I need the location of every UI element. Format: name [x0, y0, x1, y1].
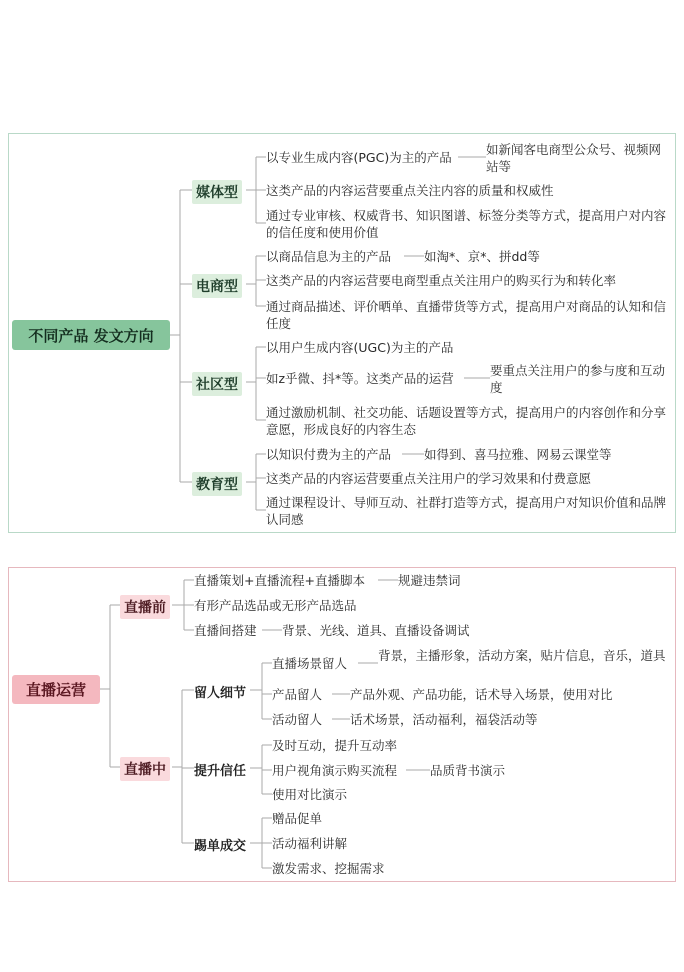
- community-type-node: 社区型: [192, 372, 242, 396]
- during-live-node: 直播中: [120, 757, 170, 781]
- retain-scene-details-item: 背景，主播形象，活动方案，贴片信息，音乐，道具: [378, 648, 666, 663]
- media-focus-item: 这类产品的内容运营要重点关注内容的质量和权威性: [266, 183, 554, 198]
- before-banned-words-item: 规避违禁词: [398, 573, 461, 588]
- retain-activity-item: 活动留人: [272, 712, 323, 727]
- ecommerce-focus-item: 这类产品的内容运营要电商型重点关注用户的购买行为和转化率: [266, 273, 617, 288]
- community-focus-item: 要重点关注用户的参与度和互动度: [490, 363, 666, 395]
- education-focus-item: 这类产品的内容运营要重点关注用户的学习效果和付费意愿: [266, 471, 592, 486]
- education-type-node: 教育型: [192, 472, 242, 496]
- community-ugc-item: 以用户生成内容(UGC)为主的产品: [266, 340, 454, 355]
- retain-details-node: 留人细节: [194, 686, 247, 701]
- ecommerce-examples-item: 如淘*、京*、拼dd等: [424, 249, 540, 264]
- media-pgc-item: 以专业生成内容(PGC)为主的产品: [266, 150, 452, 165]
- retain-activity-details-item: 话术场景，活动福利，福袋活动等: [350, 712, 538, 727]
- before-plan-item: 直播策划+直播流程+直播脚本: [194, 573, 365, 588]
- education-paid-item: 以知识付费为主的产品: [266, 447, 392, 462]
- trust-endorsement-item: 品质背书演示: [430, 763, 506, 778]
- build-trust-node: 提升信任: [194, 764, 247, 779]
- retain-scene-item: 直播场景留人: [272, 656, 348, 671]
- ecommerce-type-node: 电商型: [192, 274, 242, 298]
- before-setup-details-item: 背景、光线、道具、直播设备调试: [282, 623, 470, 638]
- before-live-node: 直播前: [120, 595, 170, 619]
- close-gift-item: 赠品促单: [272, 811, 323, 826]
- retain-product-details-item: 产品外观、产品功能，话术导入场景，使用对比: [350, 687, 613, 702]
- close-benefit-item: 活动福利讲解: [272, 836, 348, 851]
- trust-interact-item: 及时互动，提升互动率: [272, 738, 398, 753]
- live-ops-root: 直播运营: [12, 675, 100, 704]
- education-examples-item: 如得到、喜马拉雅、网易云课堂等: [424, 447, 612, 462]
- before-selection-item: 有形产品选品或无形产品选品: [194, 598, 357, 613]
- education-methods-item: 通过课程设计、导师互动、社群打造等方式，提高用户对知识价值和品牌认同感: [266, 495, 667, 527]
- media-examples-item: 如新闻客电商型公众号、视频网站等: [486, 142, 662, 174]
- community-examples-item: 如z乎微、抖*等。这类产品的运营: [266, 371, 454, 386]
- close-deal-node: 踢单成交: [194, 839, 247, 854]
- retain-product-item: 产品留人: [272, 687, 323, 702]
- ecommerce-methods-item: 通过商品描述、评价晒单、直播带货等方式，提高用户对商品的认知和信任度: [266, 299, 667, 331]
- before-setup-item: 直播间搭建: [194, 623, 257, 638]
- media-methods-item: 通过专业审核、权威背书、知识图谱、标签分类等方式，提高用户对内容的信任度和使用价值: [266, 208, 667, 240]
- trust-demo-flow-item: 用户视角演示购买流程: [272, 763, 398, 778]
- trust-compare-item: 使用对比演示: [272, 787, 348, 802]
- media-type-node: 媒体型: [192, 180, 242, 204]
- ecommerce-goods-item: 以商品信息为主的产品: [266, 249, 392, 264]
- community-methods-item: 通过激励机制、社交功能、话题设置等方式，提高用户的内容创作和分享意愿，形成良好的内容生态: [266, 405, 667, 437]
- close-demand-item: 激发需求、挖掘需求: [272, 861, 385, 876]
- product-direction-root: 不同产品 发文方向: [12, 320, 170, 350]
